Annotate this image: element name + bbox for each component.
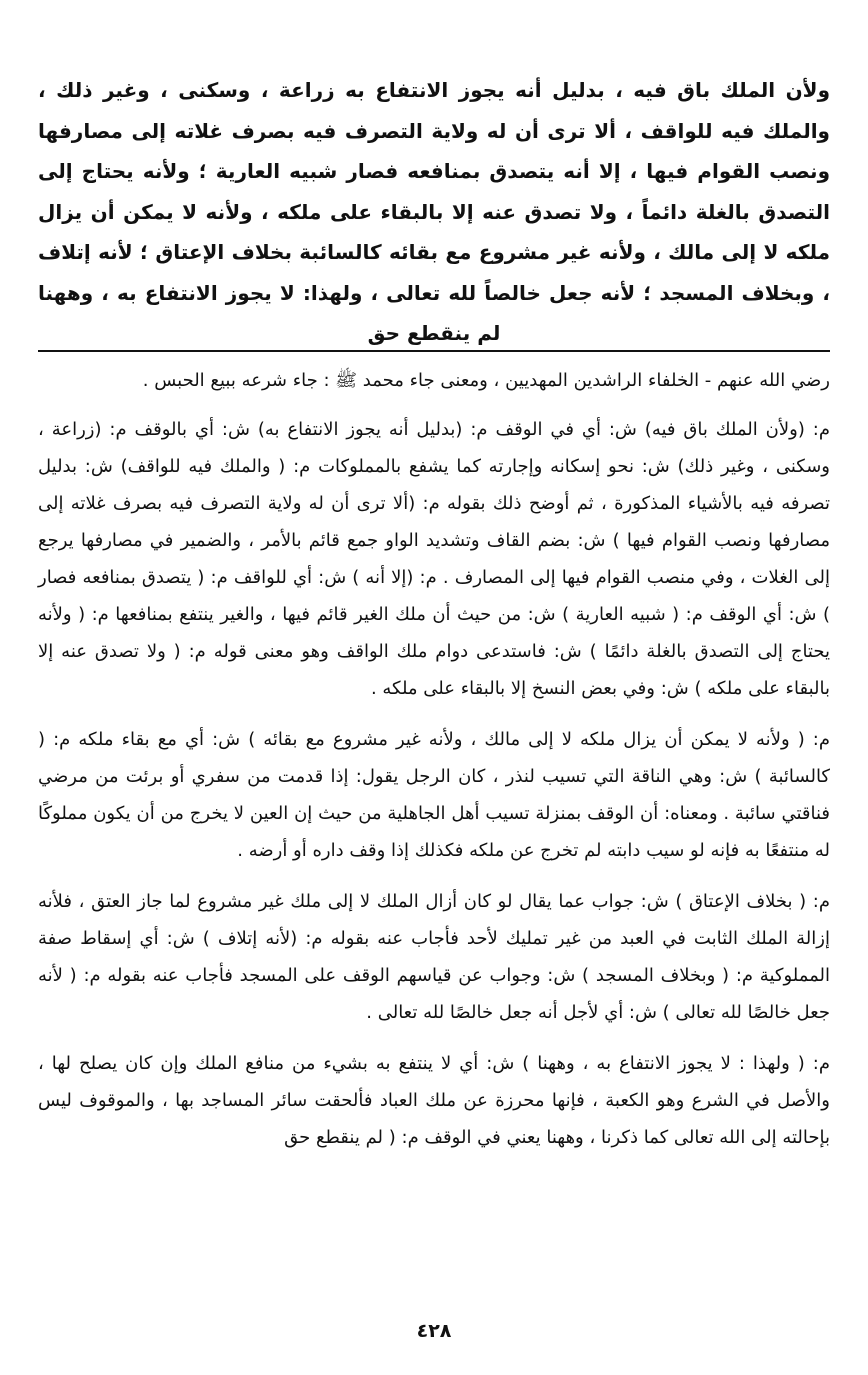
commentary-paragraph-1: رضي الله عنهم - الخلفاء الراشدين المهديين ، ومعنى جاء محمد ﷺ : جاء شرعه ببيع الحبس . bbox=[142, 370, 830, 391]
commentary-sharh bbox=[38, 362, 830, 1170]
commentary-paragraph-5: م: ( ولهذا : لا يجوز الانتفاع به ، وههنا ) ش: أي لا ينتفع به بشيء من منافع الملك وإن كان يصلح لها ، والأصل في الشرع وهو الكعبة ، فإنها محرزة عن ملك العباد فألحقت سائر المساجد بها ، والموقوف ليس بإحالته إلى الله تعالى كما ذكرنا ، وههنا يعني في الوقف م: ( لم ينقطع حق bbox=[38, 1053, 830, 1148]
footnote-divider-rule bbox=[38, 350, 830, 352]
commentary-paragraph-4: م: ( بخلاف الإعتاق ) ش: جواب عما يقال لو كان أزال الملك لا إلى ملك غير مشروع لما جاز العتق ، فلأنه إزالة الملك الثابت في العبد من غير تمليك لأحد فأجاب عنه بقوله م: (لأنه إتلاف ) ش: أي إسقاط صفة المملوكية م: ( وبخلاف المسجد ) ش: وجواب عن قياسهم الوقف على المسجد فأجاب عنه بقوله م: ( لأنه جعل خالصًا لله تعالى ) ش: أي لأجل أنه جعل خالصًا لله تعالى . bbox=[38, 891, 830, 1023]
book-page bbox=[38, 0, 830, 1375]
commentary-paragraph-2: م: (ولأن الملك باق فيه) ش: أي في الوقف م: (بدليل أنه يجوز الانتفاع به) ش: أي بالوقف م: (زراعة ، وسكنى ، وغير ذلك) ش: نحو إسكانه وإجارته كما يشفع بالمملوكات م: ( والملك فيه للواقف) ش: بدليل تصرفه فيه بالأشياء المذكورة ، ثم أوضح ذلك بقوله م: (ألا ترى أن له ولاية التصرف فيه بصرف غلاته إلى مصارفها ونصب القوام فيها ) ش: بضم القاف وتشديد الواو جمع قائم بالأمر ، والضمير في مصارفها يرجع إلى الغلات ، وفي منصب القوام فيها إلى المصارف . م: (إلا أنه ) ش: أي للواقف م: ( يتصدق بمنافعه فصار ) ش: أي الوقف م: ( شبيه العارية ) ش: من حيث أن ملك الغير قائم فيها ، والغير ينتفع بمنافعها م: ( ولأنه يحتاج إلى التصدق بالغلة دائمًا ) ش: فاستدعى دوام ملك الواقف وهو معنى قوله م: ( ولا تصدق عنه إلا بالبقاء على ملكه ) ش: وفي بعض النسخ إلا بالبقاء على ملكه . bbox=[38, 419, 830, 699]
commentary-paragraph-3: م: ( ولأنه لا يمكن أن يزال ملكه لا إلى مالك ، ولأنه غير مشروع مع بقائه ) ش: أي مع بقاء ملكه م: ( كالسائبة ) ش: وهي الناقة التي تسيب لنذر ، كان الرجل يقول: إذا قدمت من سفري أو برئت من مرضي فناقتي سائبة . ومعناه: أن الوقف بمنزلة تسيب أهل الجاهلية من حيث إن العين لا يخرج من أن يكون مملوكًا له منتفعًا به فإنه لو سيب دابته لم تخرج عن ملكه فكذلك إذا وقف داره أو أرضه . bbox=[38, 729, 830, 861]
main-text-matn: ولأن الملك باق فيه ، بدليل أنه يجوز الانتفاع به زراعة ، وسكنى ، وغير ذلك ، والملك فيه للواقف ، ألا ترى أن له ولاية التصرف فيه بصرف غلاته إلى مصارفها ونصب القوام فيها ، إلا أنه يتصدق بمنافعه فصار شبيه العارية ؛ ولأنه يحتاج إلى التصدق بالغلة دائماً ، ولا تصدق عنه إلا بالبقاء على ملكه ، ولأنه لا يمكن أن يزال ملكه لا إلى مالك ، ولأنه غير مشروع مع بقائه كالسائبة بخلاف الإعتاق ؛ لأنه إتلاف ، وبخلاف المسجد ؛ لأنه جعل خالصاً لله تعالى ، ولهذا: لا يجوز الانتفاع به ، وههنا لم ينقطع حق bbox=[38, 78, 830, 345]
page-number: ٤٢٨ bbox=[416, 1320, 452, 1342]
